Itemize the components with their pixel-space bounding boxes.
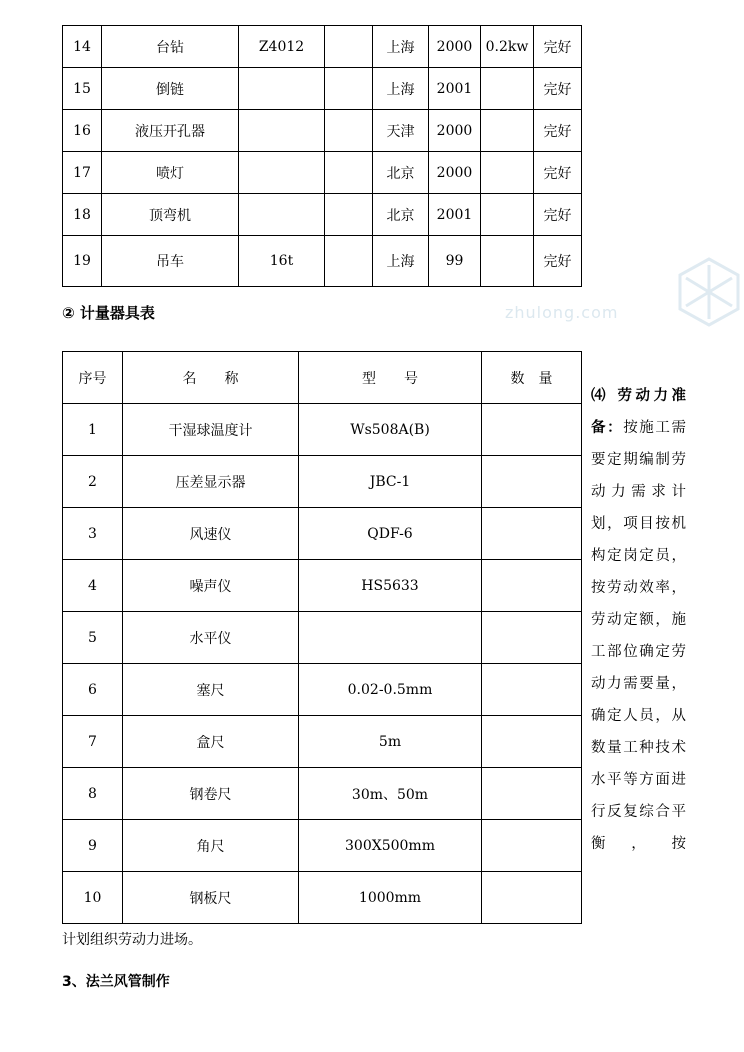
table-cell — [239, 68, 325, 110]
table-cell: 1 — [63, 404, 123, 456]
table-row — [63, 820, 582, 872]
table-cell: 2001 — [429, 194, 481, 236]
table-cell: 台钻 — [102, 26, 239, 68]
table-row — [63, 612, 582, 664]
table-cell: 7 — [63, 716, 123, 768]
table-cell: 17 — [63, 152, 102, 194]
table-cell: 300X500mm — [299, 820, 482, 872]
table-cell: 喷灯 — [102, 152, 239, 194]
table-row — [63, 508, 582, 560]
table-cell: 干湿球温度计 — [123, 404, 299, 456]
table-cell — [325, 68, 373, 110]
table-cell: 2001 — [429, 68, 481, 110]
table-cell: 6 — [63, 664, 123, 716]
table-cell: 16 — [63, 110, 102, 152]
table-cell: 完好 — [534, 68, 582, 110]
table-cell — [299, 612, 482, 664]
table-cell: 5 — [63, 612, 123, 664]
table-cell: 18 — [63, 194, 102, 236]
labor-preparation-heading: ⑷ 劳动力准备： — [591, 388, 687, 436]
table-cell — [482, 820, 582, 872]
table-cell — [325, 152, 373, 194]
paragraph-continuation: 计划组织劳动力进场。 — [62, 932, 202, 948]
table-cell — [325, 110, 373, 152]
column-header: 型 号 — [299, 352, 482, 404]
table-cell — [481, 194, 534, 236]
table-row — [63, 236, 582, 287]
table-cell — [325, 236, 373, 287]
table-cell: 天津 — [373, 110, 429, 152]
measuring-tools-table — [62, 351, 582, 924]
table-cell: 8 — [63, 768, 123, 820]
table-cell: 顶弯机 — [102, 194, 239, 236]
table-row — [63, 26, 582, 68]
table-cell: 塞尺 — [123, 664, 299, 716]
table-cell: 15 — [63, 68, 102, 110]
table-cell: 风速仪 — [123, 508, 299, 560]
table-cell: 完好 — [534, 152, 582, 194]
table-cell: 5m — [299, 716, 482, 768]
table-row — [63, 404, 582, 456]
table-cell: 2000 — [429, 110, 481, 152]
labor-preparation-body: 按施工需要定期编制劳动力需求计划，项目按机构定岗定员，按劳动效率，劳动定额，施工部位确定劳动力需要量，确定人员，从数量工种技术水平等方面进行反复综合平衡，按 — [591, 420, 688, 852]
table-row — [63, 110, 582, 152]
table-cell: 16t — [239, 236, 325, 287]
table-cell — [481, 236, 534, 287]
table-row — [63, 68, 582, 110]
table-cell: 2 — [63, 456, 123, 508]
equipment-table — [62, 25, 582, 287]
labor-preparation-paragraph — [591, 380, 687, 860]
table-cell: 液压开孔器 — [102, 110, 239, 152]
table-cell — [482, 716, 582, 768]
table-cell — [482, 768, 582, 820]
table-cell: 14 — [63, 26, 102, 68]
section-2-title: ② 计量器具表 — [62, 304, 155, 322]
table-cell: 1000mm — [299, 872, 482, 924]
table-cell: 钢卷尺 — [123, 768, 299, 820]
table-cell — [325, 194, 373, 236]
table-cell: 吊车 — [102, 236, 239, 287]
table-cell: 2000 — [429, 26, 481, 68]
table-row — [63, 456, 582, 508]
table-cell — [482, 508, 582, 560]
table-cell: 倒链 — [102, 68, 239, 110]
table-cell: 上海 — [373, 68, 429, 110]
table-row — [63, 560, 582, 612]
table-cell: QDF-6 — [299, 508, 482, 560]
table-cell: 10 — [63, 872, 123, 924]
table-cell: 2000 — [429, 152, 481, 194]
table-cell — [481, 110, 534, 152]
table-cell: 99 — [429, 236, 481, 287]
table-cell: 完好 — [534, 194, 582, 236]
table-row — [63, 194, 582, 236]
table-row — [63, 872, 582, 924]
table-cell: 0.2kw — [481, 26, 534, 68]
table-row — [63, 152, 582, 194]
watermark-snowflake-icon — [672, 255, 744, 329]
table-cell: 上海 — [373, 236, 429, 287]
table-row — [63, 664, 582, 716]
table-cell: Z4012 — [239, 26, 325, 68]
table-cell: 水平仪 — [123, 612, 299, 664]
table-cell: HS5633 — [299, 560, 482, 612]
table-row — [63, 716, 582, 768]
table-cell: 完好 — [534, 110, 582, 152]
table-cell: 19 — [63, 236, 102, 287]
table-cell: 上海 — [373, 26, 429, 68]
table-header-row — [63, 352, 582, 404]
table-cell: 9 — [63, 820, 123, 872]
table-cell: 完好 — [534, 26, 582, 68]
table-cell: 0.02-0.5mm — [299, 664, 482, 716]
section-3-title: 3、法兰风管制作 — [62, 974, 170, 990]
table-cell: 30m、50m — [299, 768, 482, 820]
table-cell — [481, 152, 534, 194]
table-cell: 完好 — [534, 236, 582, 287]
table-cell: 3 — [63, 508, 123, 560]
table-cell — [482, 872, 582, 924]
column-header: 序号 — [63, 352, 123, 404]
table-cell: 北京 — [373, 152, 429, 194]
table-cell: Ws508A(B) — [299, 404, 482, 456]
table-cell — [482, 664, 582, 716]
table-cell: 盒尺 — [123, 716, 299, 768]
column-header: 数 量 — [482, 352, 582, 404]
table-cell: 噪声仪 — [123, 560, 299, 612]
table-cell — [481, 68, 534, 110]
table-row — [63, 768, 582, 820]
table-cell: 角尺 — [123, 820, 299, 872]
table-cell — [482, 612, 582, 664]
column-header: 名 称 — [123, 352, 299, 404]
table-cell: 北京 — [373, 194, 429, 236]
table-cell — [482, 560, 582, 612]
watermark-text: zhulong.com — [505, 303, 619, 322]
table-cell — [239, 152, 325, 194]
table-cell: JBC-1 — [299, 456, 482, 508]
table-cell — [239, 110, 325, 152]
table-cell: 压差显示器 — [123, 456, 299, 508]
table-cell — [239, 194, 325, 236]
table-cell: 钢板尺 — [123, 872, 299, 924]
table-cell — [482, 404, 582, 456]
table-cell — [325, 26, 373, 68]
table-cell — [482, 456, 582, 508]
table-cell: 4 — [63, 560, 123, 612]
